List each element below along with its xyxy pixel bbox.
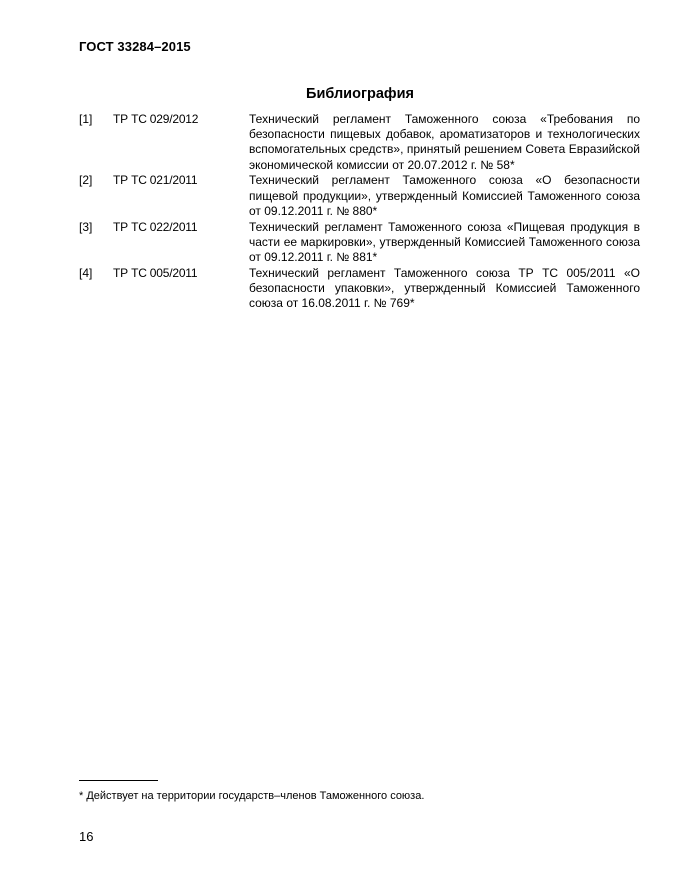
entry-description: Технический регламент Таможенного союза «Требования по безопасности пищевых добавок, ароматизаторов и технологических вспомогательных средств», принятый решением Совета Евразийской экономической комиссии от 20.07.2012 г. № 58* xyxy=(249,112,640,172)
footnote-divider xyxy=(79,780,158,781)
bibliography-entry xyxy=(79,112,640,173)
entry-code: ТР ТС 005/2011 xyxy=(113,265,198,280)
document-header: ГОСТ 33284–2015 xyxy=(79,39,191,54)
entry-code: ТР ТС 029/2012 xyxy=(113,112,199,126)
entry-code: ТР ТС 021/2011 xyxy=(113,173,198,188)
entry-number: [3] xyxy=(79,219,93,234)
entry-description: Технический регламент Таможенного союза «О безопасности пищевой продукции», утвержденный Комиссией Таможенного союза от 09.12.2011 г. № 880* xyxy=(249,173,640,218)
page-number: 16 xyxy=(79,829,94,844)
bibliography-entry xyxy=(79,266,640,312)
footnote: * Действует на территории государств–членов Таможенного союза. xyxy=(79,790,425,802)
entry-code: ТР ТС 022/2011 xyxy=(113,219,198,234)
bibliography-entry xyxy=(79,220,640,266)
bibliography-list xyxy=(79,112,640,312)
entry-number: [1] xyxy=(79,112,93,126)
entry-description: Технический регламент Таможенного союза ТР ТС 005/2011 «О безопасности упаковки», утвержденный Комиссией Таможенного союза от 16.08.2011 г. № 769* xyxy=(249,265,640,311)
entry-description: Технический регламент Таможенного союза «Пищевая продукция в части ее маркировки», утвержденный Комиссией Таможенного союза от 09.12.2011 г. № 881* xyxy=(249,219,640,265)
section-title: Библиография xyxy=(306,86,414,102)
entry-number: [4] xyxy=(79,265,93,280)
entry-number: [2] xyxy=(79,173,93,188)
bibliography-entry xyxy=(79,173,640,219)
